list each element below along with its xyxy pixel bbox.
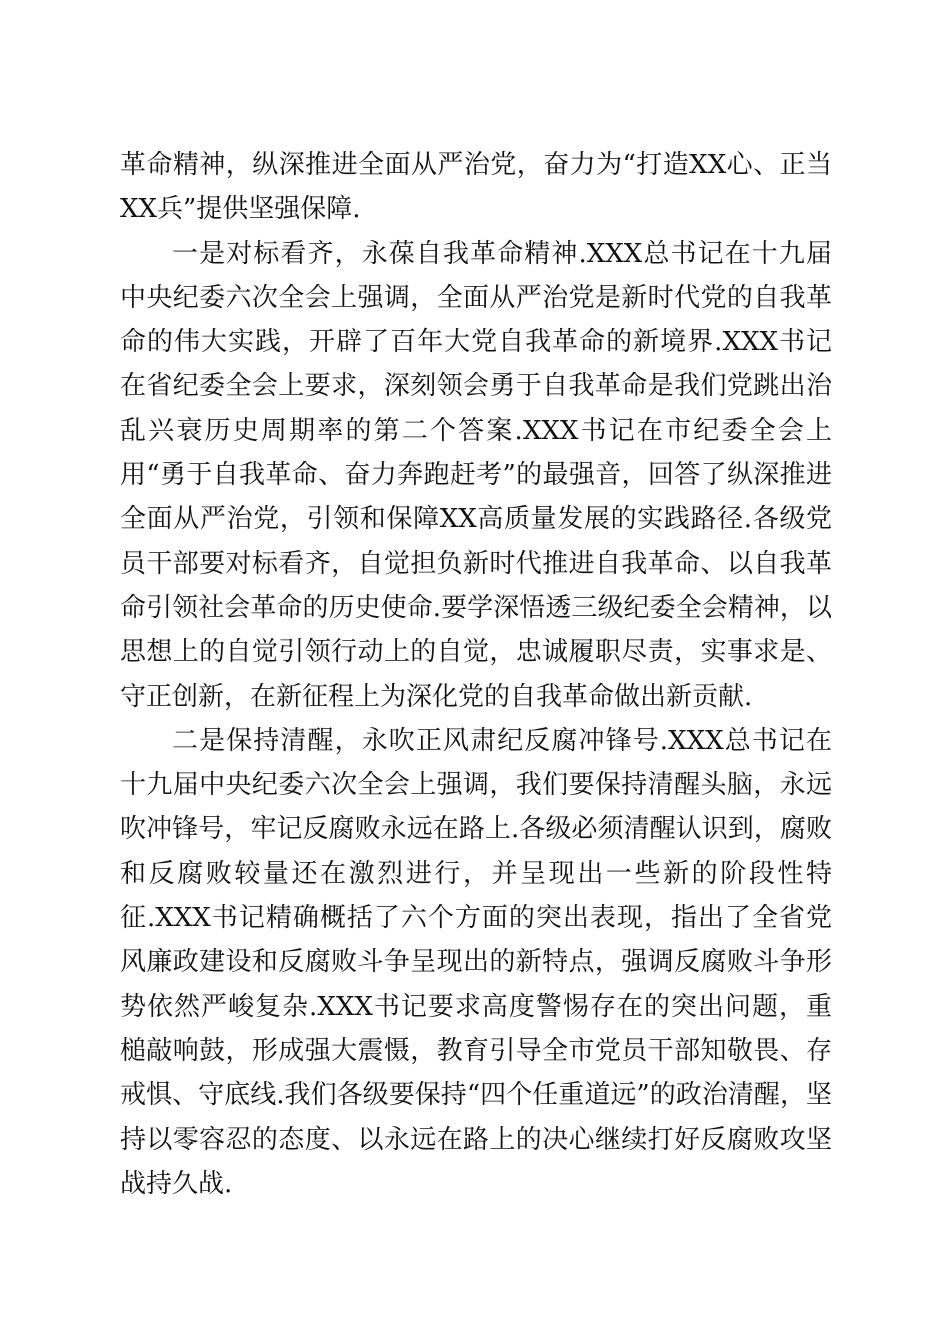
paragraph-point-two: 二是保持清醒，永吹正风肃纪反腐冲锋号.XXX总书记在十九届中央纪委六次全会上强调，我们要保持清醒头脑，永远吹冲锋号，牢记反腐败永远在路上.各级必须清醒认识到，腐败和反腐败较量还在激烈进行，并呈现出一些新的阶段性特征.XXX书记精确概括了六个方面的突出表现，指出了全省党风廉政建设和反腐败斗争呈现出的新特点，强调反腐败斗争形势依然严峻复杂.XXX书记要求高度警惕存在的突出问题，重槌敲响鼓，形成强大震慑，教育引导全市党员干部知敬畏、存戒惧、守底线.我们各级要保持“四个任重道远”的政治清醒，坚持以零容忍的态度、以永远在路上的决心继续打好反腐败攻坚战持久战. — [120, 725, 832, 1199]
document-body — [120, 143, 832, 1206]
paragraph-point-one: 一是对标看齐，永葆自我革命精神.XXX总书记在十九届中央纪委六次全会上强调，全面从严治党是新时代党的自我革命的伟大实践，开辟了百年大党自我革命的新境界.XXX书记在省纪委全会上要求，深刻领会勇于自我革命是我们党跳出治乱兴衰历史周期率的第二个答案.XXX书记在市纪委全会上用“勇于自我革命、奋力奔跑赶考”的最强音，回答了纵深推进全面从严治党，引领和保障XX高质量发展的实践路径.各级党员干部要对标看齐，自觉担负新时代推进自我革命、以自我革命引领社会革命的历史使命.要学深悟透三级纪委全会精神，以思想上的自觉引领行动上的自觉，忠诚履职尽责，实事求是、守正创新，在新征程上为深化党的自我革命做出新贡献. — [120, 238, 832, 712]
paragraph-continuation: 革命精神，纵深推进全面从严治党，奋力为“打造XX心、正当XX兵”提供坚强保障. — [120, 150, 832, 225]
